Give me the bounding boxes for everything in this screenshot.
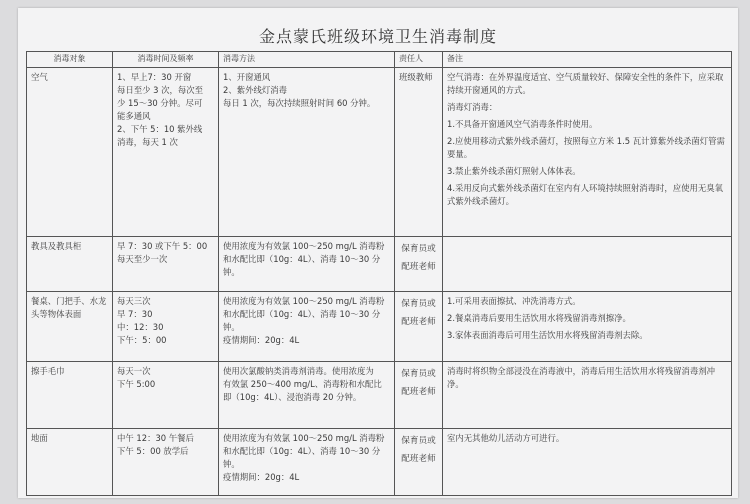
note-line: 2.餐桌消毒后要用生活饮用水将残留消毒剂擦净。	[447, 313, 631, 323]
document-title: 金点蒙氏班级环境卫生消毒制度	[258, 27, 497, 46]
note-line: 3.家体表面消毒后可用生活饮用水将残留消毒剂去除。	[447, 330, 648, 340]
cell-notes	[443, 429, 732, 496]
time-line: 消毒，每天 1 次	[117, 137, 178, 147]
method-line: 疫情期间：20g：4L	[223, 335, 300, 345]
time-line: 每天至少一次	[117, 254, 168, 264]
disinfection-table	[26, 51, 732, 496]
cell-object	[27, 237, 113, 292]
table-row	[27, 237, 732, 292]
note-line: 3.禁止紫外线杀菌灯照射人体体表。	[447, 166, 581, 176]
method-line: 使用浓度为有效氯 100～250 mg/L 消毒粉	[223, 241, 385, 251]
person-line: 保育员或	[401, 369, 436, 379]
cell-time	[113, 237, 219, 292]
cell-person	[395, 429, 443, 496]
method-line: 钟。	[223, 267, 240, 277]
object-text: 空气	[31, 72, 48, 82]
object-text: 地面	[31, 433, 48, 443]
method-line: 钟。	[223, 459, 240, 469]
method-line: 即（10g：4L）、浸泡消毒 20 分钟。	[223, 392, 362, 402]
note-line: 4.采用反向式紫外线杀菌灯在室内有人环境持续照射消毒时，应使用无臭氧式紫外线杀菌灯。	[447, 183, 723, 206]
method-line: 疫情期间：20g：4L	[223, 472, 300, 482]
note-line: 消毒灯消毒：	[447, 102, 498, 112]
table-header-row	[27, 52, 732, 68]
time-line: 每天一次	[117, 366, 151, 376]
time-line: 中：12：30	[117, 322, 164, 332]
cell-time	[113, 429, 219, 496]
time-line: 1、早上7：30 开窗	[117, 72, 192, 82]
header-person: 责任人	[395, 52, 443, 68]
method-line: 使用次氯酸钠类消毒剂消毒。使用浓度为	[223, 366, 374, 376]
note-line: 1.可采用表面擦拭、冲洗消毒方式。	[447, 296, 581, 306]
cell-object	[27, 429, 113, 496]
method-line: 钟。	[223, 322, 240, 332]
cell-person	[395, 68, 443, 237]
document-sheet	[18, 8, 738, 498]
time-line: 早 7：30 或下午 5：00	[117, 241, 208, 251]
note-line: 1.不具备开窗通风空气消毒条件时使用。	[447, 119, 598, 129]
method-line: 1、开窗通风	[223, 72, 271, 82]
person-line: 保育员或	[401, 244, 436, 254]
cell-notes	[443, 292, 732, 362]
method-line: 使用浓度为有效氯 100～250 mg/L 消毒粉	[223, 296, 385, 306]
cell-time	[113, 362, 219, 429]
cell-method	[219, 292, 395, 362]
time-line: 下午：5：00	[117, 335, 167, 345]
time-line: 2、下午 5：10 紫外线	[117, 124, 203, 134]
person-line: 保育员或	[401, 299, 436, 309]
cell-time	[113, 292, 219, 362]
table-row	[27, 292, 732, 362]
cell-notes	[443, 237, 732, 292]
note-line: 消毒时将织物全部浸没在消毒液中，消毒后用生活饮用水将残留消毒剂冲净。	[447, 366, 715, 389]
object-text: 餐桌、门把手、水龙头等物体表面	[31, 296, 107, 319]
cell-person	[395, 362, 443, 429]
method-line: 和水配比即（10g：4L）、消毒 10～30 分	[223, 446, 381, 456]
object-text: 擦手毛巾	[31, 366, 65, 376]
time-line: 每日至少 3 次，每次至	[117, 85, 204, 95]
table-row	[27, 362, 732, 429]
time-line: 能多通风	[117, 111, 151, 121]
person-line: 班级教师	[399, 72, 433, 82]
cell-object	[27, 292, 113, 362]
cell-method	[219, 68, 395, 237]
method-line: 每日 1 次，每次持续照射时间 60 分钟。	[223, 98, 376, 108]
method-line: 和水配比即（10g：4L）、消毒 10～30 分	[223, 309, 381, 319]
note-line: 空气消毒：在外界温度适宜、空气质量较好、保障安全性的条件下，应采取持续开窗通风的方式。	[447, 72, 724, 95]
method-line: 有效氯 250～400 mg/L、消毒粉和水配比	[223, 379, 382, 389]
method-line: 和水配比即（10g：4L）、消毒 10～30 分	[223, 254, 381, 264]
person-line: 保育员或	[401, 436, 436, 446]
person-line: 配班老师	[401, 387, 436, 397]
header-method: 消毒方法	[219, 52, 395, 68]
time-line: 早 7：30	[117, 309, 153, 319]
cell-object	[27, 68, 113, 237]
table-row	[27, 68, 732, 237]
time-line: 下午 5:00	[117, 379, 156, 389]
table-row	[27, 429, 732, 496]
cell-notes	[443, 362, 732, 429]
method-line: 2、紫外线灯消毒	[223, 85, 287, 95]
note-line: 2.应使用移动式紫外线杀菌灯，按照每立方米 1.5 瓦计算紫外线杀菌灯管需要量。	[447, 136, 725, 159]
cell-time	[113, 68, 219, 237]
header-time: 消毒时间及频率	[113, 52, 219, 68]
header-object: 消毒对象	[27, 52, 113, 68]
person-line: 配班老师	[401, 454, 436, 464]
cell-object	[27, 362, 113, 429]
cell-method	[219, 362, 395, 429]
object-text: 教具及教具柜	[31, 241, 82, 251]
time-line: 少 15～30 分钟。尽可	[117, 98, 203, 108]
person-line: 配班老师	[401, 262, 436, 272]
cell-method	[219, 429, 395, 496]
cell-notes	[443, 68, 732, 237]
note-line: 室内无其他幼儿活动方可进行。	[447, 433, 565, 443]
header-notes: 备注	[443, 52, 732, 68]
time-line: 下午 5：00 放学后	[117, 446, 189, 456]
cell-person	[395, 237, 443, 292]
time-line: 中午 12：30 午餐后	[117, 433, 194, 443]
person-line: 配班老师	[401, 317, 436, 327]
cell-person	[395, 292, 443, 362]
time-line: 每天三次	[117, 296, 151, 306]
cell-method	[219, 237, 395, 292]
method-line: 使用浓度为有效氯 100～250 mg/L 消毒粉	[223, 433, 385, 443]
